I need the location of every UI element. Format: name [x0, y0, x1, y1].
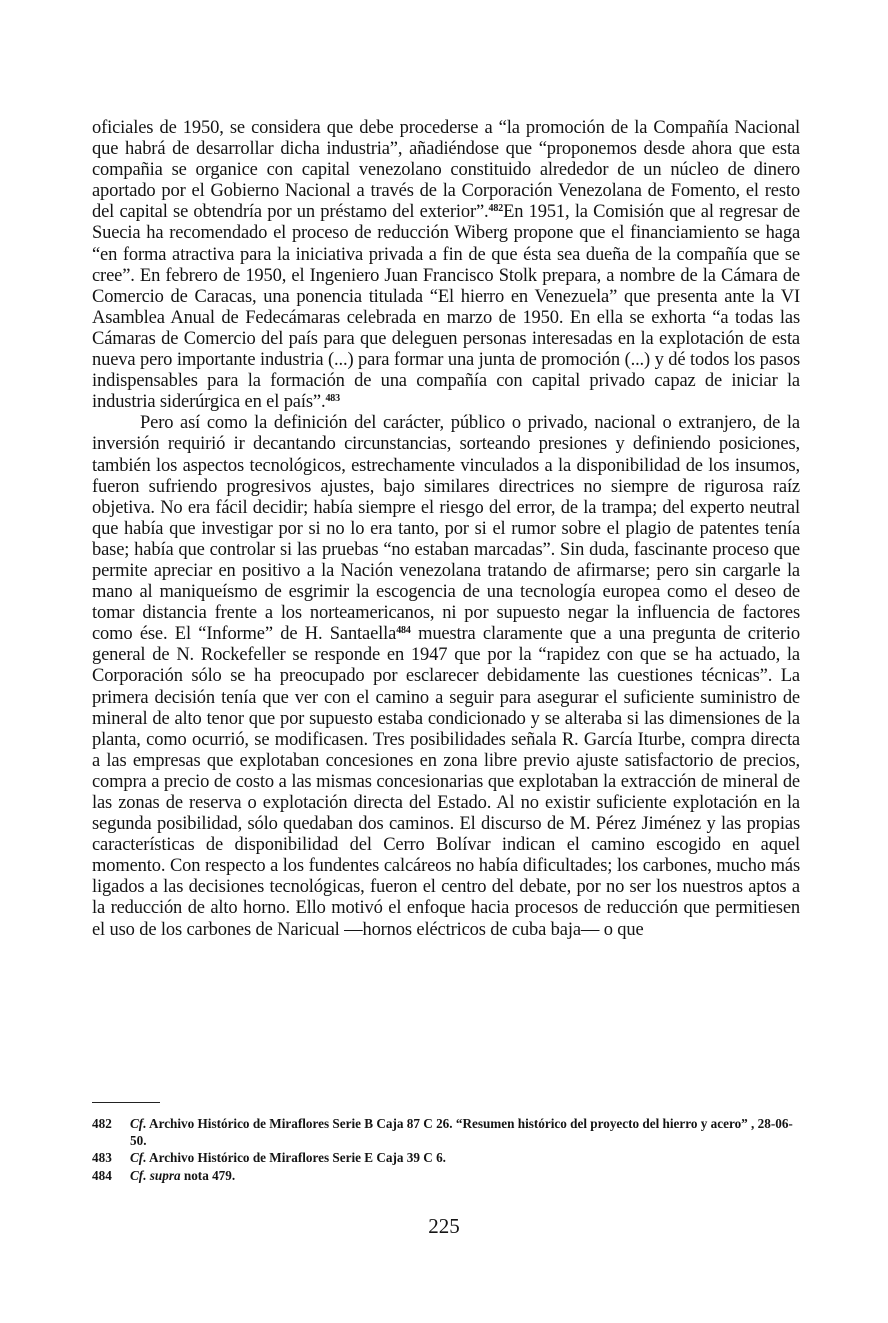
footnote-number: 482	[92, 1116, 112, 1131]
footnote-482	[92, 1116, 802, 1149]
paragraph-1-text-a: oficiales de 1950, se considera que debe procederse a “la promoción de la Compañía Nacional que habrá de desarrollar dicha industria”, añadiéndose que “proponemos desde ahora que esta compañia se organice con capital venezolano constituido alrededor de un núcleo de dinero aportado por el Gobierno Nacional a través de la Corporación Venezolana de Fomento, el resto del capital se obtendría por un préstamo del exterior”.	[92, 118, 800, 223]
footnote-body: Archivo Histórico de Miraflores Serie E Caja 39 C 6.	[146, 1150, 446, 1165]
paragraph-2-text-b: muestra claramente que a una pregunta de criterio general de N. Rockefeller se responde en 1947 que por la “rapidez con que se ha actuado, la Corporación sólo se ha preocupado por esclarecer debidamente las cuestiones técnicas”. La primera decisión tenía que ver con el camino a seguir para asegurar el suficiente suministro de mineral de alto tenor que por supuesto estaba condicionado y se alteraba si las dimensiones de la planta, como ocurrió, se modificasen. Tres posibilidades señala R. García Iturbe, compra directa a las empresas que explotaban concesiones en zona libre previo ajuste satisfactorio de precios, compra a precio de costo a las mismas concesionarias que explotaban la extracción de mineral de las zonas de reserva o explotación directa del Estado. Al no existir suficiente explotación en la segunda posibilidad, sólo quedaban dos caminos. El discurso de M. Pérez Jiménez y las propias características de disponibilidad del Cerro Bolívar indican el camino escogido en aquel momento. Con respecto a los fundentes calcáreos no había dificultades; los carbones, mucho más ligados a las decisiones tecnológicas, fueron el centro del debate, por no ser los nuestros aptos a la reducción de alto horno. Ello motivó el enfoque hacia procesos de reducción que permitiesen el uso de los carbones de Naricual —hornos eléctricos de cuba baja— o que	[92, 624, 800, 940]
footnote-separator	[92, 1102, 160, 1103]
footnote-text	[130, 1150, 802, 1167]
footnote-ref-483: 483	[325, 393, 341, 405]
footnote-484	[92, 1168, 802, 1185]
footnote-cf: Cf.	[130, 1167, 147, 1183]
footnote-ref-484: 484	[396, 625, 411, 637]
paragraph-2	[92, 413, 800, 940]
footnote-supra: supra	[149, 1167, 181, 1183]
footnote-text	[130, 1168, 802, 1185]
paragraph-1-text-b: En 1951, la Comisión que al regresar de Suecia ha recomendado el proceso de reducción Wiberg propone que el financiamiento se haga “en forma atractiva para la iniciativa privada a fin de que ésta sea dueña de la compañía que se cree”. En febrero de 1950, el Ingeniero Juan Francisco Stolk prepara, a nombre de la Cámara de Comercio de Caracas, una ponencia titulada “El hierro en Venezuela” que presenta ante la VI Asamblea Anual de Fedecámaras celebrada en marzo de 1950. En ella se exhorta “a todas las Cámaras de Comercio del país para que deleguen personas interesadas en la explotación de esta nueva pero importante industria (...) para formar una junta de promoción (...) y dé todos los pasos indispensables para la formación de una compañía con capital privado capaz de iniciar la industria siderúrgica en el país”.	[92, 202, 800, 413]
footnote-body: nota 479.	[180, 1167, 236, 1183]
paragraph-2-text-a: Pero así como la definición del carácter, público o privado, nacional o extranjero, de la inversión requirió ir decantando circunstancias, sorteando presiones y definiendo posiciones, también los aspectos tecnológicos, estrechamente vinculados a la disponibilidad de los insumos, fueron sufriendo progresivos ajustes, bajo similares directrices no siempre de rigurosa raíz objetiva. No era fácil decidir; había siempre el riesgo del error, de la trampa; del experto neutral que había que investigar por si no lo era tanto, por si el rumor sobre el plagio de patentes tenía base; había que controlar si las pruebas “no estaban marcadas”. Sin duda, fascinante proceso que permite apreciar en positivo a la Nación venezolana tratando de afirmarse; pero sin cargarle la mano al maniqueísmo de esgrimir la escogencia de una tecnología europea como el deseo de tomar distancia frente a los norteamericanos, ni por supuesto negar la influencia de factores como ése. El “Informe” de H. Santaella	[92, 413, 800, 645]
footnote-cf: Cf.	[130, 1116, 147, 1131]
footnote-ref-482: 482	[488, 203, 504, 215]
footnote-number: 484	[92, 1167, 112, 1183]
footnote-number: 483	[92, 1150, 112, 1165]
paragraph-1	[92, 118, 800, 413]
footnotes	[92, 1116, 802, 1185]
footnote-body: Archivo Histórico de Miraflores Serie B Caja 87 C 26. “Resumen histórico del proyecto del hierro y acero” , 28-06-50.	[130, 1116, 793, 1148]
body-text	[92, 118, 800, 941]
page-number: 225	[428, 1214, 460, 1238]
footnote-text	[130, 1116, 802, 1149]
footnote-cf: Cf.	[130, 1150, 147, 1165]
footnote-483	[92, 1150, 802, 1167]
